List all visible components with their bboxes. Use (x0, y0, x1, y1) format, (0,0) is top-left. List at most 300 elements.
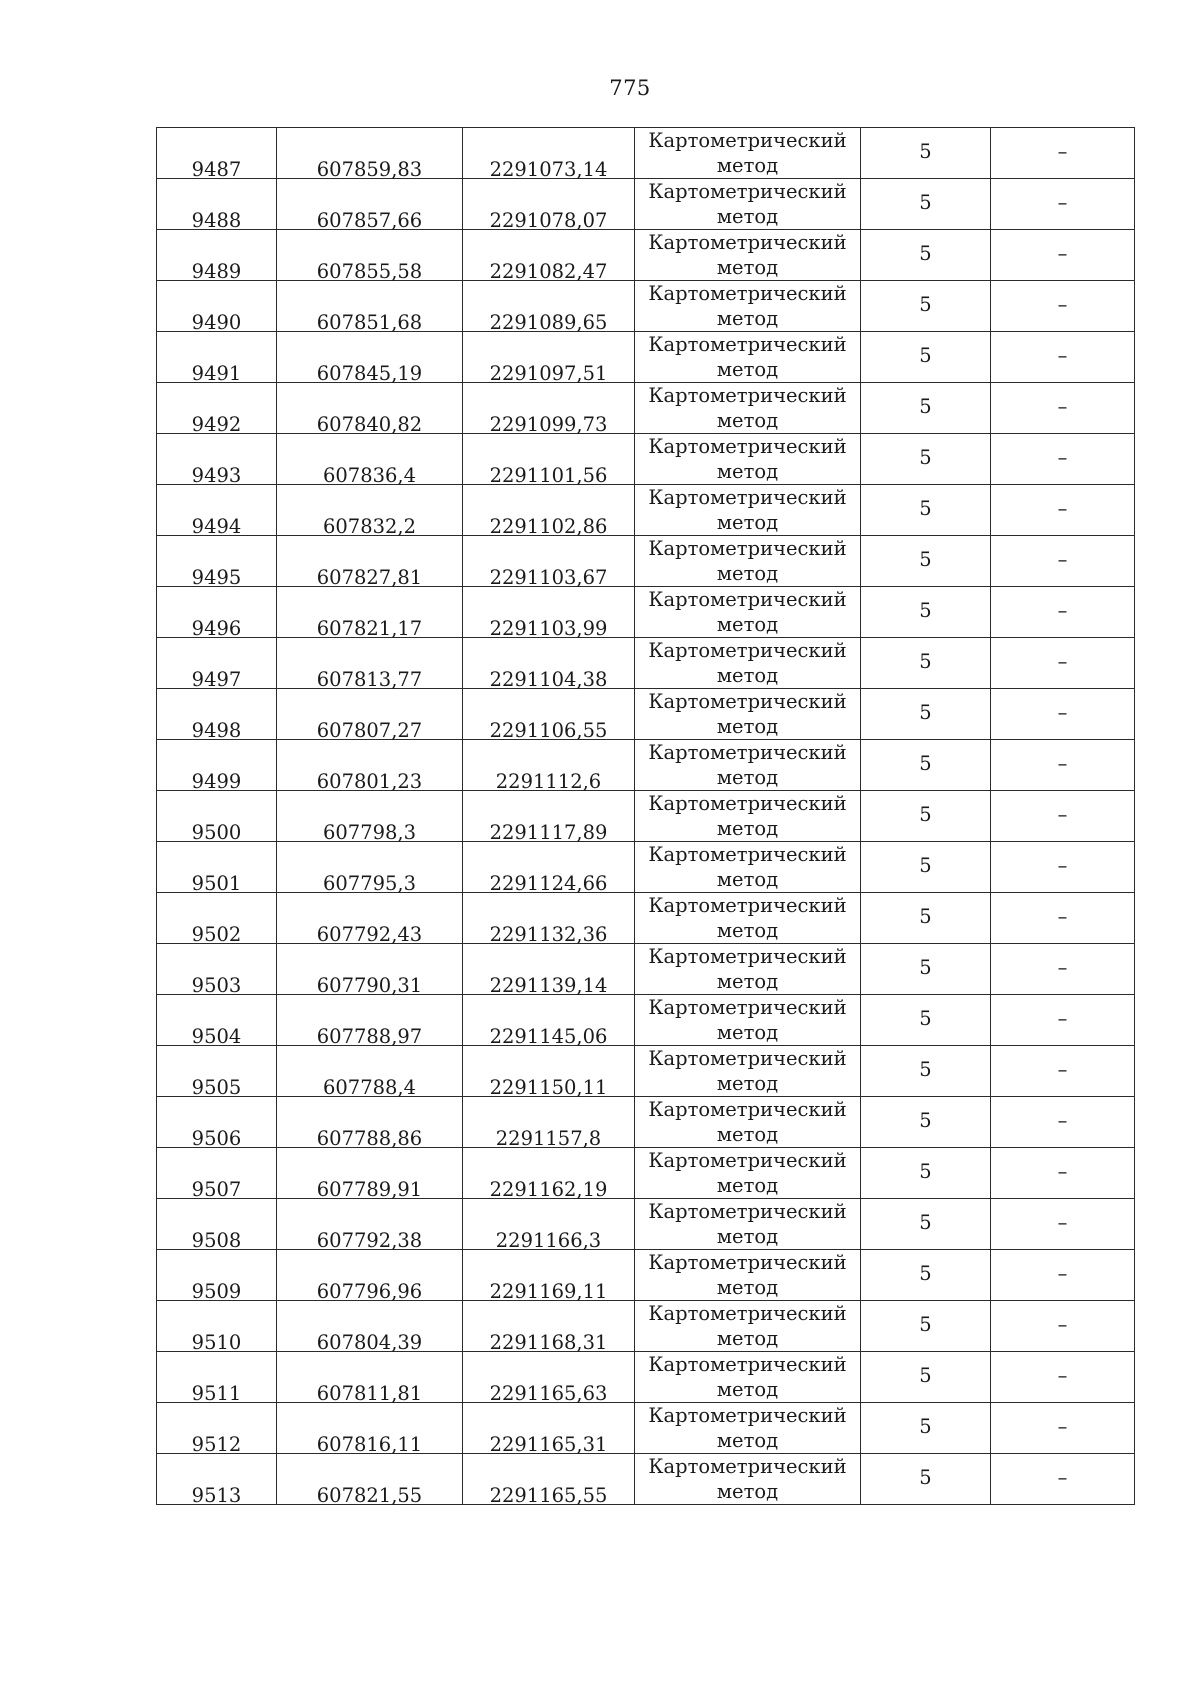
point-number-text: 9490 (191, 310, 242, 334)
y-coordinate-text: 2291078,07 (489, 208, 608, 232)
x-coordinate-text: 607845,19 (316, 361, 423, 385)
accuracy-cell (861, 1250, 991, 1301)
method-text: Картометрический метод (648, 537, 847, 585)
point-number-text: 9504 (191, 1024, 242, 1048)
method-text: Картометрический метод (648, 843, 847, 891)
accuracy-text: 5 (919, 547, 932, 571)
table-row (157, 1403, 1135, 1454)
note-cell (991, 332, 1135, 383)
accuracy-text: 5 (919, 241, 932, 265)
table-row (157, 740, 1135, 791)
y-coordinate-text: 2291089,65 (489, 310, 608, 334)
accuracy-text: 5 (919, 1414, 932, 1438)
note-text: – (1057, 853, 1068, 877)
x-coordinate-text: 607821,55 (316, 1483, 423, 1507)
note-cell (991, 740, 1135, 791)
x-coordinate-cell (277, 1301, 463, 1352)
x-coordinate-cell (277, 128, 463, 179)
page-number: 775 (609, 76, 651, 100)
table-row (157, 1097, 1135, 1148)
note-text: – (1057, 751, 1068, 775)
accuracy-cell (861, 383, 991, 434)
note-text: – (1057, 700, 1068, 724)
point-number-cell (157, 587, 277, 638)
method-text: Картометрический метод (648, 1404, 847, 1452)
x-coordinate-cell (277, 332, 463, 383)
point-number-cell (157, 1454, 277, 1505)
point-number-text: 9497 (191, 667, 242, 691)
accuracy-cell (861, 332, 991, 383)
accuracy-text: 5 (919, 394, 932, 418)
method-text: Картометрический метод (648, 1149, 847, 1197)
accuracy-text: 5 (919, 1465, 932, 1489)
note-text: – (1057, 1210, 1068, 1234)
note-cell (991, 791, 1135, 842)
method-cell (635, 1301, 861, 1352)
point-number-text: 9511 (191, 1381, 242, 1405)
accuracy-text: 5 (919, 496, 932, 520)
x-coordinate-text: 607788,86 (316, 1126, 423, 1150)
method-text: Картометрический метод (648, 1098, 847, 1146)
x-coordinate-cell (277, 587, 463, 638)
note-cell (991, 1046, 1135, 1097)
point-number-text: 9507 (191, 1177, 242, 1201)
method-text: Картометрический метод (648, 1047, 847, 1095)
table-row (157, 842, 1135, 893)
y-coordinate-text: 2291102,86 (489, 514, 608, 538)
method-cell (635, 434, 861, 485)
y-coordinate-text: 2291104,38 (489, 667, 608, 691)
y-coordinate-cell (463, 281, 635, 332)
note-cell (991, 179, 1135, 230)
accuracy-text: 5 (919, 649, 932, 673)
accuracy-text: 5 (919, 904, 932, 928)
y-coordinate-text: 2291082,47 (489, 259, 608, 283)
x-coordinate-cell (277, 281, 463, 332)
accuracy-cell (861, 587, 991, 638)
point-number-cell (157, 536, 277, 587)
x-coordinate-cell (277, 485, 463, 536)
point-number-text: 9513 (191, 1483, 242, 1507)
x-coordinate-cell (277, 995, 463, 1046)
method-cell (635, 1250, 861, 1301)
accuracy-cell (861, 842, 991, 893)
note-text: – (1057, 598, 1068, 622)
accuracy-text: 5 (919, 1210, 932, 1234)
table-row (157, 1250, 1135, 1301)
accuracy-cell (861, 638, 991, 689)
method-cell (635, 944, 861, 995)
coordinates-table-body (157, 128, 1135, 1505)
point-number-text: 9489 (191, 259, 242, 283)
accuracy-cell (861, 536, 991, 587)
point-number-cell (157, 995, 277, 1046)
accuracy-text: 5 (919, 955, 932, 979)
point-number-text: 9491 (191, 361, 242, 385)
method-text: Картометрический метод (648, 333, 847, 381)
x-coordinate-text: 607798,3 (322, 820, 417, 844)
table-row (157, 638, 1135, 689)
method-text: Картометрический метод (648, 741, 847, 789)
note-cell (991, 842, 1135, 893)
x-coordinate-text: 607788,97 (316, 1024, 423, 1048)
note-cell (991, 281, 1135, 332)
note-text: – (1057, 394, 1068, 418)
x-coordinate-text: 607792,43 (316, 922, 423, 946)
method-text: Картометрический метод (648, 1200, 847, 1248)
method-cell (635, 128, 861, 179)
point-number-cell (157, 1250, 277, 1301)
point-number-cell (157, 638, 277, 689)
note-text: – (1057, 190, 1068, 214)
method-cell (635, 536, 861, 587)
accuracy-cell (861, 689, 991, 740)
x-coordinate-cell (277, 689, 463, 740)
table-row (157, 689, 1135, 740)
y-coordinate-cell (463, 638, 635, 689)
x-coordinate-text: 607811,81 (316, 1381, 423, 1405)
accuracy-cell (861, 485, 991, 536)
point-number-text: 9509 (191, 1279, 242, 1303)
y-coordinate-text: 2291124,66 (489, 871, 608, 895)
point-number-cell (157, 128, 277, 179)
point-number-text: 9488 (191, 208, 242, 232)
y-coordinate-cell (463, 791, 635, 842)
y-coordinate-text: 2291165,63 (489, 1381, 608, 1405)
y-coordinate-text: 2291165,55 (489, 1483, 608, 1507)
point-number-cell (157, 944, 277, 995)
point-number-text: 9512 (191, 1432, 242, 1456)
x-coordinate-cell (277, 1046, 463, 1097)
accuracy-cell (861, 179, 991, 230)
note-cell (991, 128, 1135, 179)
note-text: – (1057, 139, 1068, 163)
method-cell (635, 485, 861, 536)
table-row (157, 434, 1135, 485)
accuracy-cell (861, 893, 991, 944)
x-coordinate-cell (277, 383, 463, 434)
x-coordinate-text: 607855,58 (316, 259, 423, 283)
accuracy-cell (861, 740, 991, 791)
x-coordinate-text: 607801,23 (316, 769, 423, 793)
method-cell (635, 587, 861, 638)
table-row (157, 128, 1135, 179)
y-coordinate-text: 2291073,14 (489, 157, 608, 181)
accuracy-cell (861, 1403, 991, 1454)
y-coordinate-cell (463, 1199, 635, 1250)
y-coordinate-cell (463, 1046, 635, 1097)
note-cell (991, 587, 1135, 638)
method-cell (635, 842, 861, 893)
note-text: – (1057, 802, 1068, 826)
table-row (157, 944, 1135, 995)
accuracy-cell (861, 281, 991, 332)
accuracy-text: 5 (919, 1006, 932, 1030)
x-coordinate-text: 607836,4 (322, 463, 417, 487)
point-number-cell (157, 434, 277, 485)
x-coordinate-cell (277, 1454, 463, 1505)
y-coordinate-text: 2291103,99 (489, 616, 608, 640)
y-coordinate-cell (463, 1097, 635, 1148)
y-coordinate-cell (463, 230, 635, 281)
method-cell (635, 1097, 861, 1148)
x-coordinate-text: 607788,4 (322, 1075, 417, 1099)
method-cell (635, 230, 861, 281)
y-coordinate-text: 2291157,8 (495, 1126, 602, 1150)
x-coordinate-cell (277, 179, 463, 230)
y-coordinate-text: 2291150,11 (489, 1075, 608, 1099)
x-coordinate-text: 607813,77 (316, 667, 423, 691)
note-text: – (1057, 547, 1068, 571)
note-text: – (1057, 445, 1068, 469)
accuracy-cell (861, 1148, 991, 1199)
accuracy-cell (861, 128, 991, 179)
x-coordinate-cell (277, 638, 463, 689)
point-number-cell (157, 1352, 277, 1403)
method-cell (635, 1403, 861, 1454)
point-number-cell (157, 230, 277, 281)
note-cell (991, 893, 1135, 944)
y-coordinate-cell (463, 995, 635, 1046)
method-cell (635, 689, 861, 740)
x-coordinate-cell (277, 740, 463, 791)
x-coordinate-text: 607804,39 (316, 1330, 423, 1354)
point-number-text: 9500 (191, 820, 242, 844)
table-row (157, 1199, 1135, 1250)
point-number-text: 9508 (191, 1228, 242, 1252)
point-number-text: 9499 (191, 769, 242, 793)
accuracy-text: 5 (919, 1261, 932, 1285)
accuracy-text: 5 (919, 445, 932, 469)
note-cell (991, 536, 1135, 587)
x-coordinate-text: 607857,66 (316, 208, 423, 232)
y-coordinate-cell (463, 689, 635, 740)
x-coordinate-cell (277, 1199, 463, 1250)
y-coordinate-cell (463, 1454, 635, 1505)
point-number-cell (157, 1199, 277, 1250)
method-text: Картометрический метод (648, 1302, 847, 1350)
table-row (157, 179, 1135, 230)
x-coordinate-cell (277, 1250, 463, 1301)
point-number-cell (157, 1148, 277, 1199)
x-coordinate-text: 607796,96 (316, 1279, 423, 1303)
x-coordinate-text: 607790,31 (316, 973, 423, 997)
y-coordinate-text: 2291162,19 (489, 1177, 608, 1201)
note-cell (991, 1148, 1135, 1199)
accuracy-text: 5 (919, 700, 932, 724)
y-coordinate-text: 2291165,31 (489, 1432, 608, 1456)
accuracy-cell (861, 1454, 991, 1505)
method-cell (635, 1454, 861, 1505)
method-text: Картометрический метод (648, 639, 847, 687)
method-cell (635, 1352, 861, 1403)
note-cell (991, 1250, 1135, 1301)
accuracy-text: 5 (919, 1363, 932, 1387)
accuracy-text: 5 (919, 598, 932, 622)
y-coordinate-cell (463, 332, 635, 383)
table-row (157, 995, 1135, 1046)
note-text: – (1057, 649, 1068, 673)
note-cell (991, 1199, 1135, 1250)
y-coordinate-cell (463, 1148, 635, 1199)
table-row (157, 332, 1135, 383)
point-number-text: 9494 (191, 514, 242, 538)
accuracy-text: 5 (919, 343, 932, 367)
y-coordinate-text: 2291099,73 (489, 412, 608, 436)
x-coordinate-cell (277, 1403, 463, 1454)
y-coordinate-cell (463, 179, 635, 230)
point-number-cell (157, 893, 277, 944)
x-coordinate-cell (277, 791, 463, 842)
point-number-cell (157, 1046, 277, 1097)
point-number-text: 9492 (191, 412, 242, 436)
point-number-cell (157, 179, 277, 230)
point-number-text: 9506 (191, 1126, 242, 1150)
method-text: Картометрический метод (648, 996, 847, 1044)
y-coordinate-cell (463, 893, 635, 944)
x-coordinate-cell (277, 536, 463, 587)
accuracy-text: 5 (919, 853, 932, 877)
method-text: Картометрический метод (648, 894, 847, 942)
note-text: – (1057, 1465, 1068, 1489)
accuracy-cell (861, 944, 991, 995)
y-coordinate-text: 2291101,56 (489, 463, 608, 487)
method-text: Картометрический метод (648, 384, 847, 432)
x-coordinate-cell (277, 1352, 463, 1403)
x-coordinate-cell (277, 893, 463, 944)
point-number-cell (157, 1301, 277, 1352)
x-coordinate-cell (277, 1097, 463, 1148)
x-coordinate-text: 607851,68 (316, 310, 423, 334)
point-number-cell (157, 740, 277, 791)
table-row (157, 485, 1135, 536)
note-text: – (1057, 292, 1068, 316)
table-row (157, 1148, 1135, 1199)
x-coordinate-text: 607795,3 (322, 871, 417, 895)
point-number-text: 9498 (191, 718, 242, 742)
note-cell (991, 944, 1135, 995)
table-row (157, 1046, 1135, 1097)
x-coordinate-text: 607840,82 (316, 412, 423, 436)
point-number-text: 9502 (191, 922, 242, 946)
method-cell (635, 281, 861, 332)
point-number-cell (157, 332, 277, 383)
table-row (157, 230, 1135, 281)
accuracy-cell (861, 434, 991, 485)
note-text: – (1057, 1363, 1068, 1387)
y-coordinate-cell (463, 944, 635, 995)
table-row (157, 587, 1135, 638)
note-cell (991, 434, 1135, 485)
y-coordinate-cell (463, 383, 635, 434)
method-cell (635, 332, 861, 383)
note-cell (991, 638, 1135, 689)
note-cell (991, 383, 1135, 434)
x-coordinate-cell (277, 944, 463, 995)
note-cell (991, 485, 1135, 536)
y-coordinate-cell (463, 434, 635, 485)
note-text: – (1057, 1159, 1068, 1183)
accuracy-cell (861, 995, 991, 1046)
y-coordinate-text: 2291139,14 (489, 973, 608, 997)
point-number-text: 9496 (191, 616, 242, 640)
accuracy-text: 5 (919, 1159, 932, 1183)
method-cell (635, 1046, 861, 1097)
point-number-cell (157, 791, 277, 842)
y-coordinate-text: 2291097,51 (489, 361, 608, 385)
point-number-cell (157, 485, 277, 536)
y-coordinate-text: 2291169,11 (489, 1279, 608, 1303)
method-text: Картометрический метод (648, 945, 847, 993)
note-cell (991, 1301, 1135, 1352)
y-coordinate-text: 2291103,67 (489, 565, 608, 589)
x-coordinate-text: 607789,91 (316, 1177, 423, 1201)
point-number-text: 9493 (191, 463, 242, 487)
x-coordinate-text: 607827,81 (316, 565, 423, 589)
table-row (157, 281, 1135, 332)
point-number-text: 9503 (191, 973, 242, 997)
note-cell (991, 995, 1135, 1046)
note-cell (991, 1352, 1135, 1403)
method-cell (635, 638, 861, 689)
method-cell (635, 179, 861, 230)
point-number-cell (157, 281, 277, 332)
note-text: – (1057, 1414, 1068, 1438)
note-text: – (1057, 1057, 1068, 1081)
method-text: Картометрический метод (648, 282, 847, 330)
accuracy-cell (861, 1352, 991, 1403)
x-coordinate-text: 607859,83 (316, 157, 423, 181)
x-coordinate-text: 607807,27 (316, 718, 423, 742)
accuracy-text: 5 (919, 751, 932, 775)
method-text: Картометрический метод (648, 690, 847, 738)
y-coordinate-cell (463, 842, 635, 893)
method-cell (635, 893, 861, 944)
point-number-text: 9510 (191, 1330, 242, 1354)
table-row (157, 1301, 1135, 1352)
y-coordinate-cell (463, 1301, 635, 1352)
method-text: Картометрический метод (648, 435, 847, 483)
accuracy-text: 5 (919, 190, 932, 214)
method-text: Картометрический метод (648, 180, 847, 228)
x-coordinate-text: 607832,2 (322, 514, 417, 538)
note-text: – (1057, 1261, 1068, 1285)
point-number-cell (157, 689, 277, 740)
accuracy-cell (861, 1301, 991, 1352)
y-coordinate-cell (463, 1403, 635, 1454)
x-coordinate-cell (277, 230, 463, 281)
note-cell (991, 1403, 1135, 1454)
x-coordinate-cell (277, 842, 463, 893)
x-coordinate-text: 607821,17 (316, 616, 423, 640)
coordinates-table (156, 127, 1135, 1505)
y-coordinate-text: 2291168,31 (489, 1330, 608, 1354)
y-coordinate-cell (463, 1250, 635, 1301)
note-text: – (1057, 955, 1068, 979)
x-coordinate-text: 607816,11 (316, 1432, 423, 1456)
accuracy-text: 5 (919, 292, 932, 316)
y-coordinate-text: 2291112,6 (495, 769, 602, 793)
accuracy-cell (861, 1046, 991, 1097)
accuracy-cell (861, 791, 991, 842)
method-text: Картометрический метод (648, 129, 847, 177)
y-coordinate-text: 2291145,06 (489, 1024, 608, 1048)
y-coordinate-cell (463, 128, 635, 179)
method-cell (635, 383, 861, 434)
note-text: – (1057, 241, 1068, 265)
y-coordinate-text: 2291117,89 (489, 820, 608, 844)
method-text: Картометрический метод (648, 588, 847, 636)
